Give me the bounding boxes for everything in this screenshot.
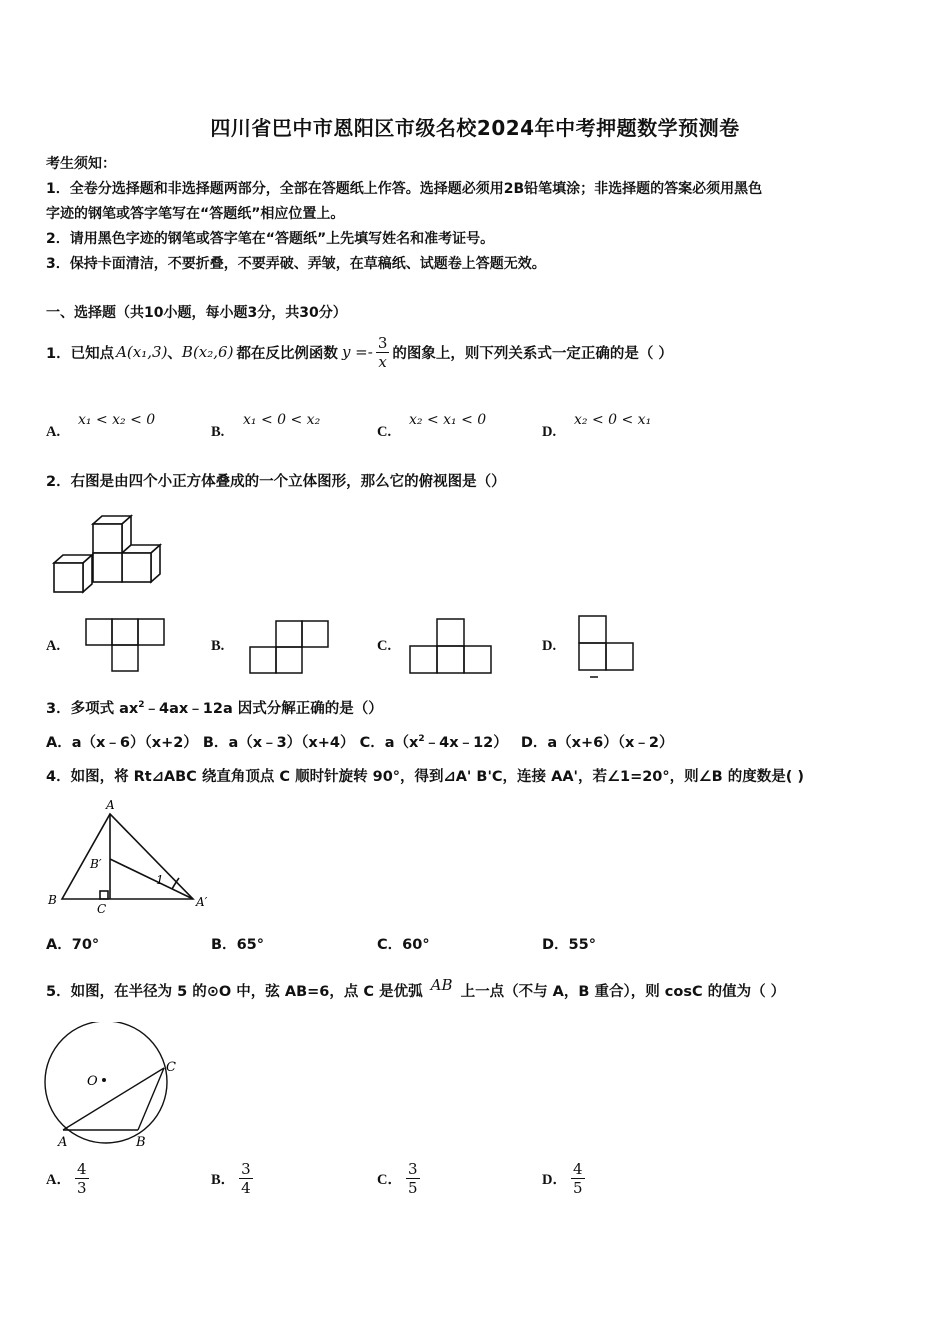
q1-option-d-expr: x₂ < 0 < x₁ bbox=[574, 412, 652, 428]
q4-label-b-prime: B′ bbox=[90, 857, 102, 871]
q4-label-b: B bbox=[48, 893, 57, 907]
q1-point-a: A(x₁,3) bbox=[116, 343, 168, 361]
q1-point-b: B(x₂,6) bbox=[181, 343, 234, 361]
q2-option-c-figure[interactable] bbox=[409, 618, 493, 674]
q4-triangle-figure bbox=[44, 796, 216, 918]
q4-label-c: C bbox=[97, 902, 107, 916]
q1-pre: 1．已知点 bbox=[46, 345, 115, 362]
q5-option-d[interactable]: D． $\frac{4}{5}$ bbox=[542, 1160, 583, 1197]
q1-option-b-expr: x₁ < 0 < x₂ bbox=[243, 412, 321, 428]
notice-heading: 考生须知： bbox=[46, 156, 116, 172]
q2-option-a-figure[interactable] bbox=[85, 618, 167, 674]
q4-option-a[interactable]: A．70° bbox=[46, 937, 100, 953]
q5-arc: AB bbox=[430, 976, 453, 994]
question-4: 4．如图，将 Rt⊿ABC 绕直角顶点 C 顺时针旋转 90°，得到⊿A' B'C，连接 AA'，若∠1=20°，则∠B 的度数是( ) bbox=[46, 769, 805, 785]
notice-item: 字迹的钢笔或答字笔写在“答题纸”相应位置上。 bbox=[46, 206, 345, 222]
q2-option-c-label[interactable]: C. bbox=[377, 638, 392, 654]
q1-func-num: 3 bbox=[377, 333, 388, 352]
q5-label-a: A bbox=[58, 1135, 68, 1150]
q2-option-b-label[interactable]: B. bbox=[211, 638, 225, 654]
q1-option-a-expr: x₁ < x₂ < 0 bbox=[78, 412, 156, 428]
q3-exponent: 2 bbox=[138, 700, 145, 711]
q3-options bbox=[46, 731, 673, 752]
q4-label-a-prime: A′ bbox=[196, 895, 208, 909]
q1-sep: 、 bbox=[167, 345, 182, 362]
notice-item: 1．全卷分选择题和非选择题两部分，全部在答题纸上作答。选择题必须用2B铅笔填涂；非选择题的答案必须用黑色 bbox=[46, 181, 763, 197]
q5-option-a[interactable]: A． $\frac{4}{3}$ bbox=[46, 1160, 87, 1197]
q2-option-b-figure[interactable] bbox=[249, 620, 331, 676]
q1-post: 的图象上，则下列关系式一定正确的是（ ） bbox=[392, 345, 673, 362]
q2-option-a-label[interactable]: A. bbox=[46, 638, 61, 654]
q1-func-fraction bbox=[376, 334, 390, 371]
q5-option-b[interactable]: B． $\frac{3}{4}$ bbox=[211, 1160, 251, 1197]
q1-func-lhs: y =- bbox=[341, 343, 373, 361]
q4-label-angle-1: 1 bbox=[156, 873, 164, 887]
notice-item: 2．请用黑色字迹的钢笔或答字笔在“答题纸”上先填写姓名和准考证号。 bbox=[46, 231, 495, 247]
q1-func-den: x bbox=[376, 352, 390, 371]
q3-option-d[interactable]: D．a（x+6）（x﹣2） bbox=[520, 735, 674, 751]
q1-option-c-label[interactable]: C. bbox=[377, 424, 392, 440]
q3-option-c[interactable]: C．$a(x^2﹣4x﹣12)$ bbox=[359, 734, 508, 751]
q3-text-pre: 3．多项式 ax bbox=[46, 701, 139, 717]
q1-option-c-expr: x₂ < x₁ < 0 bbox=[409, 412, 487, 428]
q2-option-d-label[interactable]: D. bbox=[542, 638, 557, 654]
q1-option-d-label[interactable]: D. bbox=[542, 424, 557, 440]
q1-option-b-label[interactable]: B. bbox=[211, 424, 225, 440]
question-1 bbox=[46, 328, 673, 376]
q5-label-o: O bbox=[87, 1074, 98, 1089]
q3-option-a[interactable]: A．a（x﹣6）（x+2） bbox=[46, 735, 198, 751]
q4-option-b[interactable]: B．65° bbox=[211, 937, 264, 953]
q4-option-c[interactable]: C．60° bbox=[377, 937, 430, 953]
q5-text-post: 上一点（不与 A，B 重合），则 cosC 的值为（ ） bbox=[460, 984, 786, 1000]
q1-mid: 都在反比例函数 bbox=[236, 345, 338, 362]
q3-option-b[interactable]: B．a（x﹣3）（x+4） bbox=[202, 735, 355, 751]
q2-cube-figure bbox=[50, 512, 170, 596]
q2-option-d-figure[interactable] bbox=[576, 614, 636, 680]
q5-circle-figure bbox=[40, 1022, 182, 1152]
q5-label-b: B bbox=[136, 1135, 146, 1150]
section-heading: 一、选择题（共10小题，每小题3分，共30分） bbox=[46, 305, 347, 321]
q5-option-c[interactable]: C． $\frac{3}{5}$ bbox=[377, 1160, 418, 1197]
q4-label-a: A bbox=[106, 798, 115, 812]
q3-text-post: ﹣4ax﹣12a 因式分解正确的是（） bbox=[144, 701, 383, 717]
q5-text-pre: 5．如图，在半径为 5 的⊙O 中，弦 AB=6，点 C 是优弧 bbox=[46, 984, 423, 1000]
q5-label-c: C bbox=[166, 1060, 176, 1075]
q1-option-a-label[interactable]: A. bbox=[46, 424, 61, 440]
question-3 bbox=[46, 697, 383, 718]
notice-item: 3．保持卡面清洁，不要折叠，不要弄破、弄皱，在草稿纸、试题卷上答题无效。 bbox=[46, 256, 546, 272]
question-5 bbox=[46, 976, 786, 1001]
q4-option-d[interactable]: D．55° bbox=[542, 937, 596, 953]
page-title: 四川省巴中市恩阳区市级名校2024年中考押题数学预测卷 bbox=[210, 116, 740, 140]
question-2: 2．右图是由四个小正方体叠成的一个立体图形，那么它的俯视图是（） bbox=[46, 474, 506, 490]
